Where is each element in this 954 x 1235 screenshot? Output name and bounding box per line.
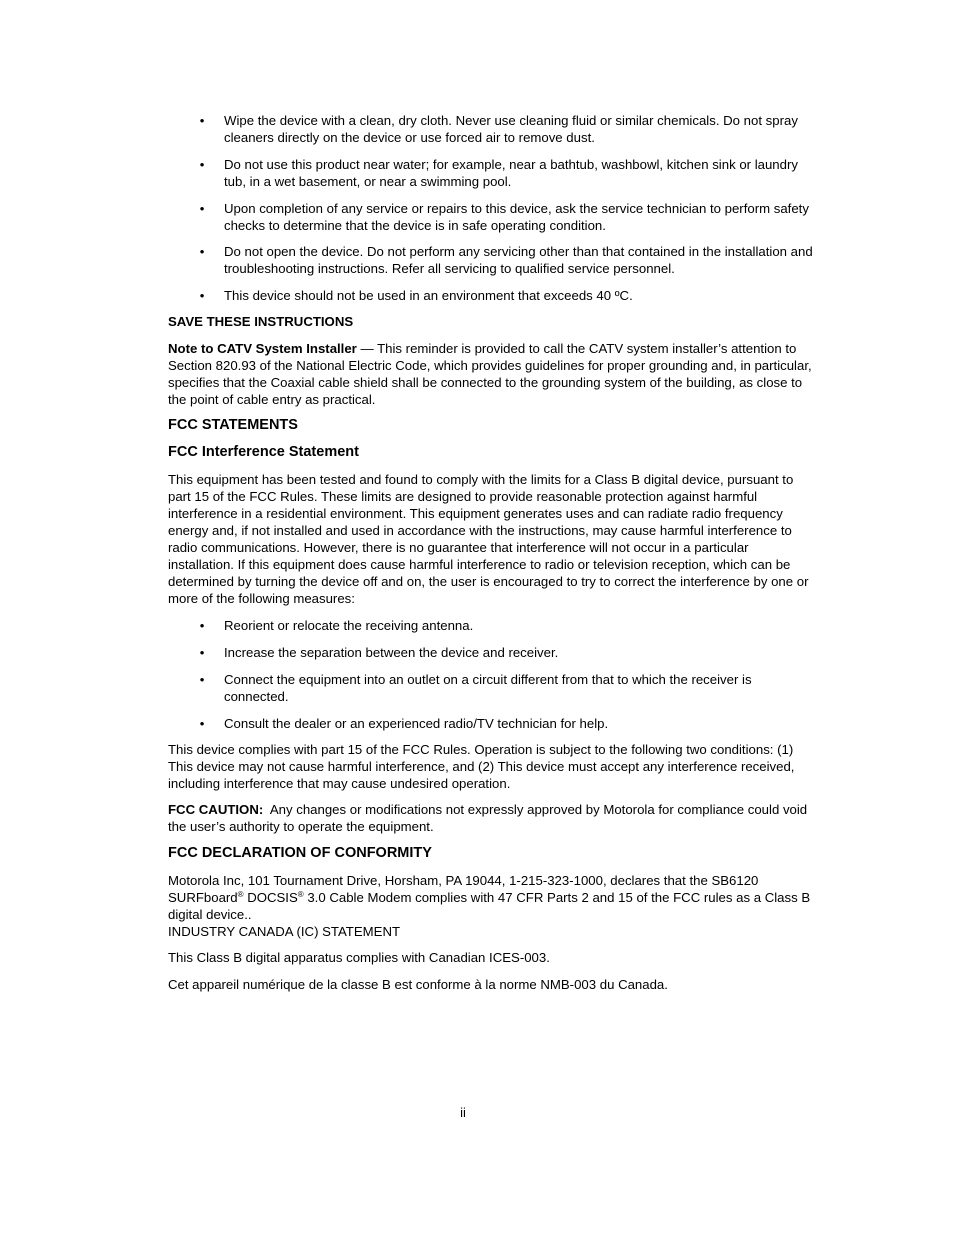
list-item-text: Do not use this product near water; for example, near a bathtub, washbowl, kitchen sink or laundry tub, in a wet basement, or near a swimming pool. <box>224 157 798 189</box>
list-item-text: This device should not be used in an environment that exceeds 40 ºC. <box>224 288 633 303</box>
fcc-caution-text: Any changes or modifications not expressly approved by Motorola for compliance could void the user’s authority to operate the equipment. <box>168 802 811 834</box>
list-item <box>168 287 818 304</box>
ic-statement-heading: INDUSTRY CANADA (IC) STATEMENT <box>168 924 401 939</box>
catv-note-paragraph <box>168 340 818 408</box>
list-item <box>168 617 818 634</box>
list-item-text: Increase the separation between the device and receiver. <box>224 645 559 660</box>
fcc-interference-heading: FCC Interference Statement <box>168 444 359 460</box>
ic-french-paragraph: Cet appareil numérique de la classe B est conforme à la norme NMB-003 du Canada. <box>168 977 668 992</box>
list-item-text: Do not open the device. Do not perform any servicing other than that contained in the installation and troubleshooting instructions. Refer all servicing to qualified service personnel. <box>224 244 813 276</box>
catv-note-label: Note to CATV System Installer <box>168 341 357 356</box>
declaration-text-1: Motorola Inc, 101 Tournament Drive, Horsham, PA 19044, 1-215-323-1000, declares that the SB6120 SURFboard <box>168 873 759 905</box>
fcc-caution-paragraph <box>168 801 818 835</box>
bullet-icon: • <box>199 716 205 731</box>
declaration-paragraph <box>168 872 818 940</box>
page-content <box>168 112 818 993</box>
catv-note-text: — This reminder is provided to call the CATV system installer’s attention to Section 820.93 of the National Electric Code, which provides guidelines for proper grounding and, in particular, specifies that the Coaxial cable shield shall be connected to the grounding system of the building, as close to the point of cable entry as practical. <box>168 341 812 407</box>
bullet-icon: • <box>199 157 205 172</box>
bullet-icon: • <box>199 618 205 633</box>
part15-paragraph: This device complies with part 15 of the FCC Rules. Operation is subject to the following two conditions: (1) This device may not cause harmful interference, and (2) This device must accept any interference received, including interference that may cause undesired operation. <box>168 742 795 791</box>
registered-mark: ® <box>237 890 244 899</box>
list-item <box>168 715 818 732</box>
bullet-icon: • <box>199 288 205 303</box>
ic-english-paragraph: This Class B digital apparatus complies with Canadian ICES-003. <box>168 950 550 965</box>
declaration-heading: FCC DECLARATION OF CONFORMITY <box>168 845 432 861</box>
bullet-icon: • <box>199 645 205 660</box>
list-item-text: Wipe the device with a clean, dry cloth. Never use cleaning fluid or similar chemicals. Do not spray cleaners directly on the device or use forced air to remove dust. <box>224 113 798 145</box>
safety-list <box>168 112 818 304</box>
list-item-text: Reorient or relocate the receiving antenna. <box>224 618 474 633</box>
fcc-statements-heading: FCC STATEMENTS <box>168 417 298 433</box>
list-item-text: Connect the equipment into an outlet on a circuit different from that to which the receiver is connected. <box>224 672 752 704</box>
list-item-text: Consult the dealer or an experienced radio/TV technician for help. <box>224 716 609 731</box>
registered-mark: ® <box>297 890 304 899</box>
page-number: ii <box>460 1105 466 1120</box>
fcc-caution-label: FCC CAUTION: <box>168 802 264 817</box>
list-item <box>168 243 818 277</box>
list-item <box>168 200 818 234</box>
list-item <box>168 156 818 190</box>
list-item <box>168 112 818 146</box>
bullet-icon: • <box>199 201 205 216</box>
declaration-text-2: DOCSIS <box>243 890 298 905</box>
fcc-interference-paragraph: This equipment has been tested and found to comply with the limits for a Class B digital device, pursuant to part 15 of the FCC Rules. These limits are designed to provide reasonable protection against harmful interference in a residential environment. This equipment generates uses and can radiate radio frequency energy and, if not installed and used in accordance with the instructions, may cause harmful interference to radio communications. However, there is no guarantee that interference will not occur in a particular installation. If this equipment does cause harmful interference to radio or television reception, which can be determined by turning the device off and on, the user is encouraged to try to correct the interference by one or more of the following measures: <box>168 472 809 606</box>
bullet-icon: • <box>199 244 205 259</box>
measures-list <box>168 617 818 732</box>
list-item-text: Upon completion of any service or repairs to this device, ask the service technician to perform safety checks to determine that the device is in safe operating condition. <box>224 201 809 233</box>
list-item <box>168 644 818 661</box>
bullet-icon: • <box>199 113 205 128</box>
declaration-text-3: 3.0 Cable Modem complies with 47 CFR Parts 2 and 15 of the FCC rules as a Class B digital device.. <box>168 890 811 922</box>
list-item <box>168 671 818 705</box>
save-instructions-heading: SAVE THESE INSTRUCTIONS <box>168 314 354 329</box>
bullet-icon: • <box>199 672 205 687</box>
